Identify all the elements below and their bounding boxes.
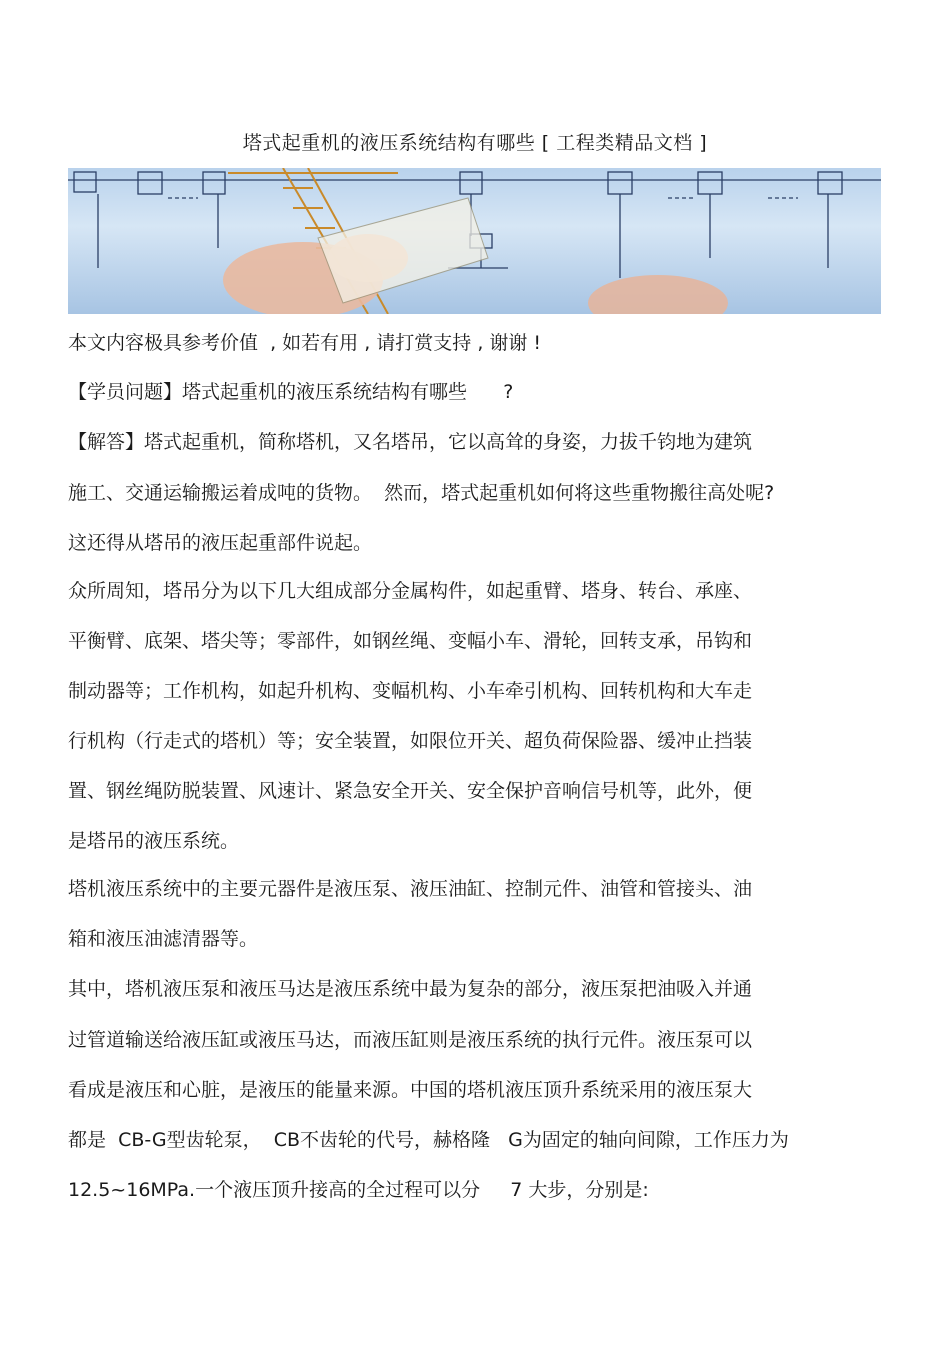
text-line: 置、钢丝绳防脱装置、风速计、紧急安全开关、安全保护音响信号机等，此外，便 (68, 780, 753, 802)
text-line: 本文内容极具参考价值 , 如若有用 , 请打赏支持 , 谢谢 ! (68, 332, 542, 354)
text-line: 平衡臂、底架、塔尖等；零部件，如钢丝绳、变幅小车、滑轮，回转支承，吊钩和 (68, 630, 753, 652)
text-line: 看成是液压和心脏，是液压的能量来源。中国的塔机液压顶升系统采用的液压泵大 (68, 1079, 753, 1101)
text-line: 这还得从塔吊的液压起重部件说起。 (68, 532, 373, 554)
text-line: 制动器等；工作机构，如起升机构、变幅机构、小车牵引机构、回转机构和大车走 (68, 680, 753, 702)
text-line: 【解答】塔式起重机，简称塔机，又名塔吊，它以高耸的身姿，力拔千钧地为建筑 (68, 431, 753, 453)
construction-crane-blueprint-image (68, 168, 881, 314)
text-line: 12.5~16MPa.一个液压顶升接高的全过程可以分 7 大步，分别是: (68, 1179, 649, 1201)
text-line: 行机构（行走式的塔机）等；安全装置，如限位开关、超负荷保险器、缓冲止挡装 (68, 730, 753, 752)
text-line: 是塔吊的液压系统。 (68, 830, 240, 852)
document-title: 塔式起重机的液压系统结构有哪些 [ 工程类精品文档 ] (242, 132, 708, 154)
text-line: 过管道输送给液压缸或液压马达，而液压缸则是液压系统的执行元件。液压泵可以 (68, 1029, 753, 1051)
text-line: 施工、交通运输搬运着成吨的货物。 然而，塔式起重机如何将这些重物搬往高处呢? (68, 482, 775, 504)
text-line: 众所周知，塔吊分为以下几大组成部分金属构件，如起重臂、塔身、转台、承座、 (68, 580, 753, 602)
text-line: 箱和液压油滤清器等。 (68, 928, 259, 950)
text-line: 【学员问题】塔式起重机的液压系统结构有哪些 ? (68, 381, 514, 403)
text-line: 都是 CB-G型齿轮泵， CB不齿轮的代号，赫格隆 G为固定的轴向间隙，工作压力为 (68, 1129, 789, 1151)
text-line: 塔机液压系统中的主要元器件是液压泵、液压油缸、控制元件、油管和管接头、油 (68, 878, 753, 900)
text-line: 其中，塔机液压泵和液压马达是液压系统中最为复杂的部分，液压泵把油吸入并通 (68, 978, 753, 1000)
banner-image (68, 168, 881, 314)
